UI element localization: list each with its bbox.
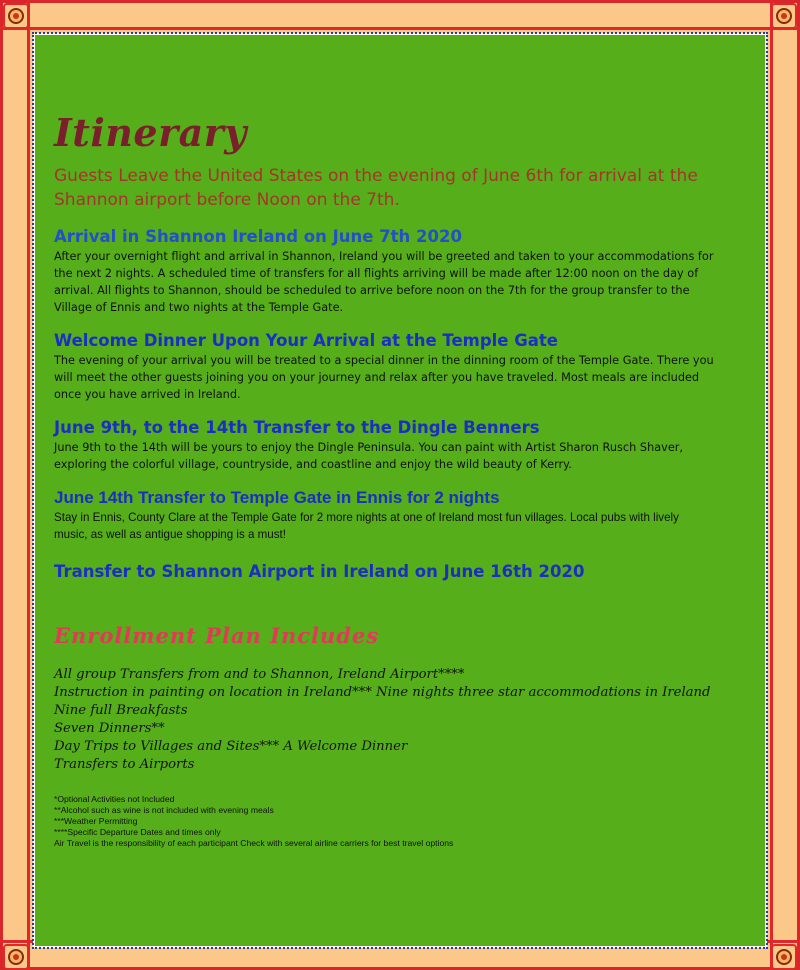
enrollment-item: Day Trips to Villages and Sites*** A Welcome Dinner xyxy=(54,739,408,754)
intro-text: Guests Leave the United States on the evening of June 6th for arrival at the Shannon airport before Noon on the 7th. xyxy=(54,166,698,210)
section-ennis xyxy=(54,487,714,543)
section-body: Stay in Ennis, County Clare at the Temple Gate for 2 more nights at one of Ireland most fun villages. Local pubs with lively music, as well as antigue shopping is a must! xyxy=(54,511,679,541)
section-arrival xyxy=(54,226,714,316)
footnote: ****Specific Departure Dates and times only xyxy=(54,827,221,837)
corner-ornament-icon xyxy=(3,944,29,970)
section-heading: Welcome Dinner Upon Your Arrival at the Temple Gate xyxy=(54,331,558,350)
left-rail xyxy=(27,0,30,970)
page-title: Itinerary xyxy=(54,110,247,155)
section-body: After your overnight flight and arrival in Shannon, Ireland you will be greeted and taken to your accommodations for the next 2 nights. A scheduled time of transfers for all flights arriving will be made after 12:00 noon on the day of arrival. All flights to Shannon, should be scheduled to arrive before noon on the 7th for the group transfer to the Village of Ennis and two nights at the Temple Gate. xyxy=(54,250,714,314)
enrollment-title: Enrollment Plan Includes xyxy=(54,623,380,648)
section-dingle xyxy=(54,417,714,473)
footnote: **Alcohol such as wine is not included with evening meals xyxy=(54,805,274,815)
corner-ornament-icon xyxy=(771,3,797,29)
footnote: Air Travel is the responsibility of each participant Check with several airline carriers for best travel options xyxy=(54,838,454,848)
footnotes xyxy=(54,794,714,849)
corner-ornament-icon xyxy=(771,944,797,970)
enrollment-item: Transfers to Airports xyxy=(54,757,195,772)
section-heading: Arrival in Shannon Ireland on June 7th 2020 xyxy=(54,227,462,246)
top-rail xyxy=(0,27,800,30)
section-heading: June 9th, to the 14th Transfer to the Dingle Benners xyxy=(54,418,540,437)
enrollment-item: Seven Dinners** xyxy=(54,721,165,736)
section-heading: June 14th Transfer to Temple Gate in Ennis for 2 nights xyxy=(54,488,500,507)
enrollment-item: Instruction in painting on location in Ireland*** Nine nights three star accommodations in Ireland Nine full Breakfasts xyxy=(54,685,711,718)
right-rail xyxy=(770,0,773,970)
itinerary-content xyxy=(54,108,714,849)
section-body: June 9th to the 14th will be yours to enjoy the Dingle Peninsula. You can paint with Artist Sharon Rusch Shaver, exploring the colorful village, countryside, and coastline and enjoy the wild beauty of Kerry. xyxy=(54,441,684,471)
enrollment-list xyxy=(54,666,714,774)
footnote: ***Weather Permitting xyxy=(54,816,138,826)
section-heading: Transfer to Shannon Airport in Ireland on June 16th 2020 xyxy=(54,562,585,581)
section-body: The evening of your arrival you will be treated to a special dinner in the dinning room of the Temple Gate. There you will meet the other guests joining you on your journey and relax after you have traveled. Most meals are included once you have arrived in Ireland. xyxy=(54,354,714,401)
enrollment-item: All group Transfers from and to Shannon, Ireland Airport**** xyxy=(54,667,465,682)
footnote: *Optional Activities not Included xyxy=(54,794,175,804)
section-departure xyxy=(54,561,714,583)
section-welcome-dinner xyxy=(54,330,714,403)
corner-ornament-icon xyxy=(3,3,29,29)
